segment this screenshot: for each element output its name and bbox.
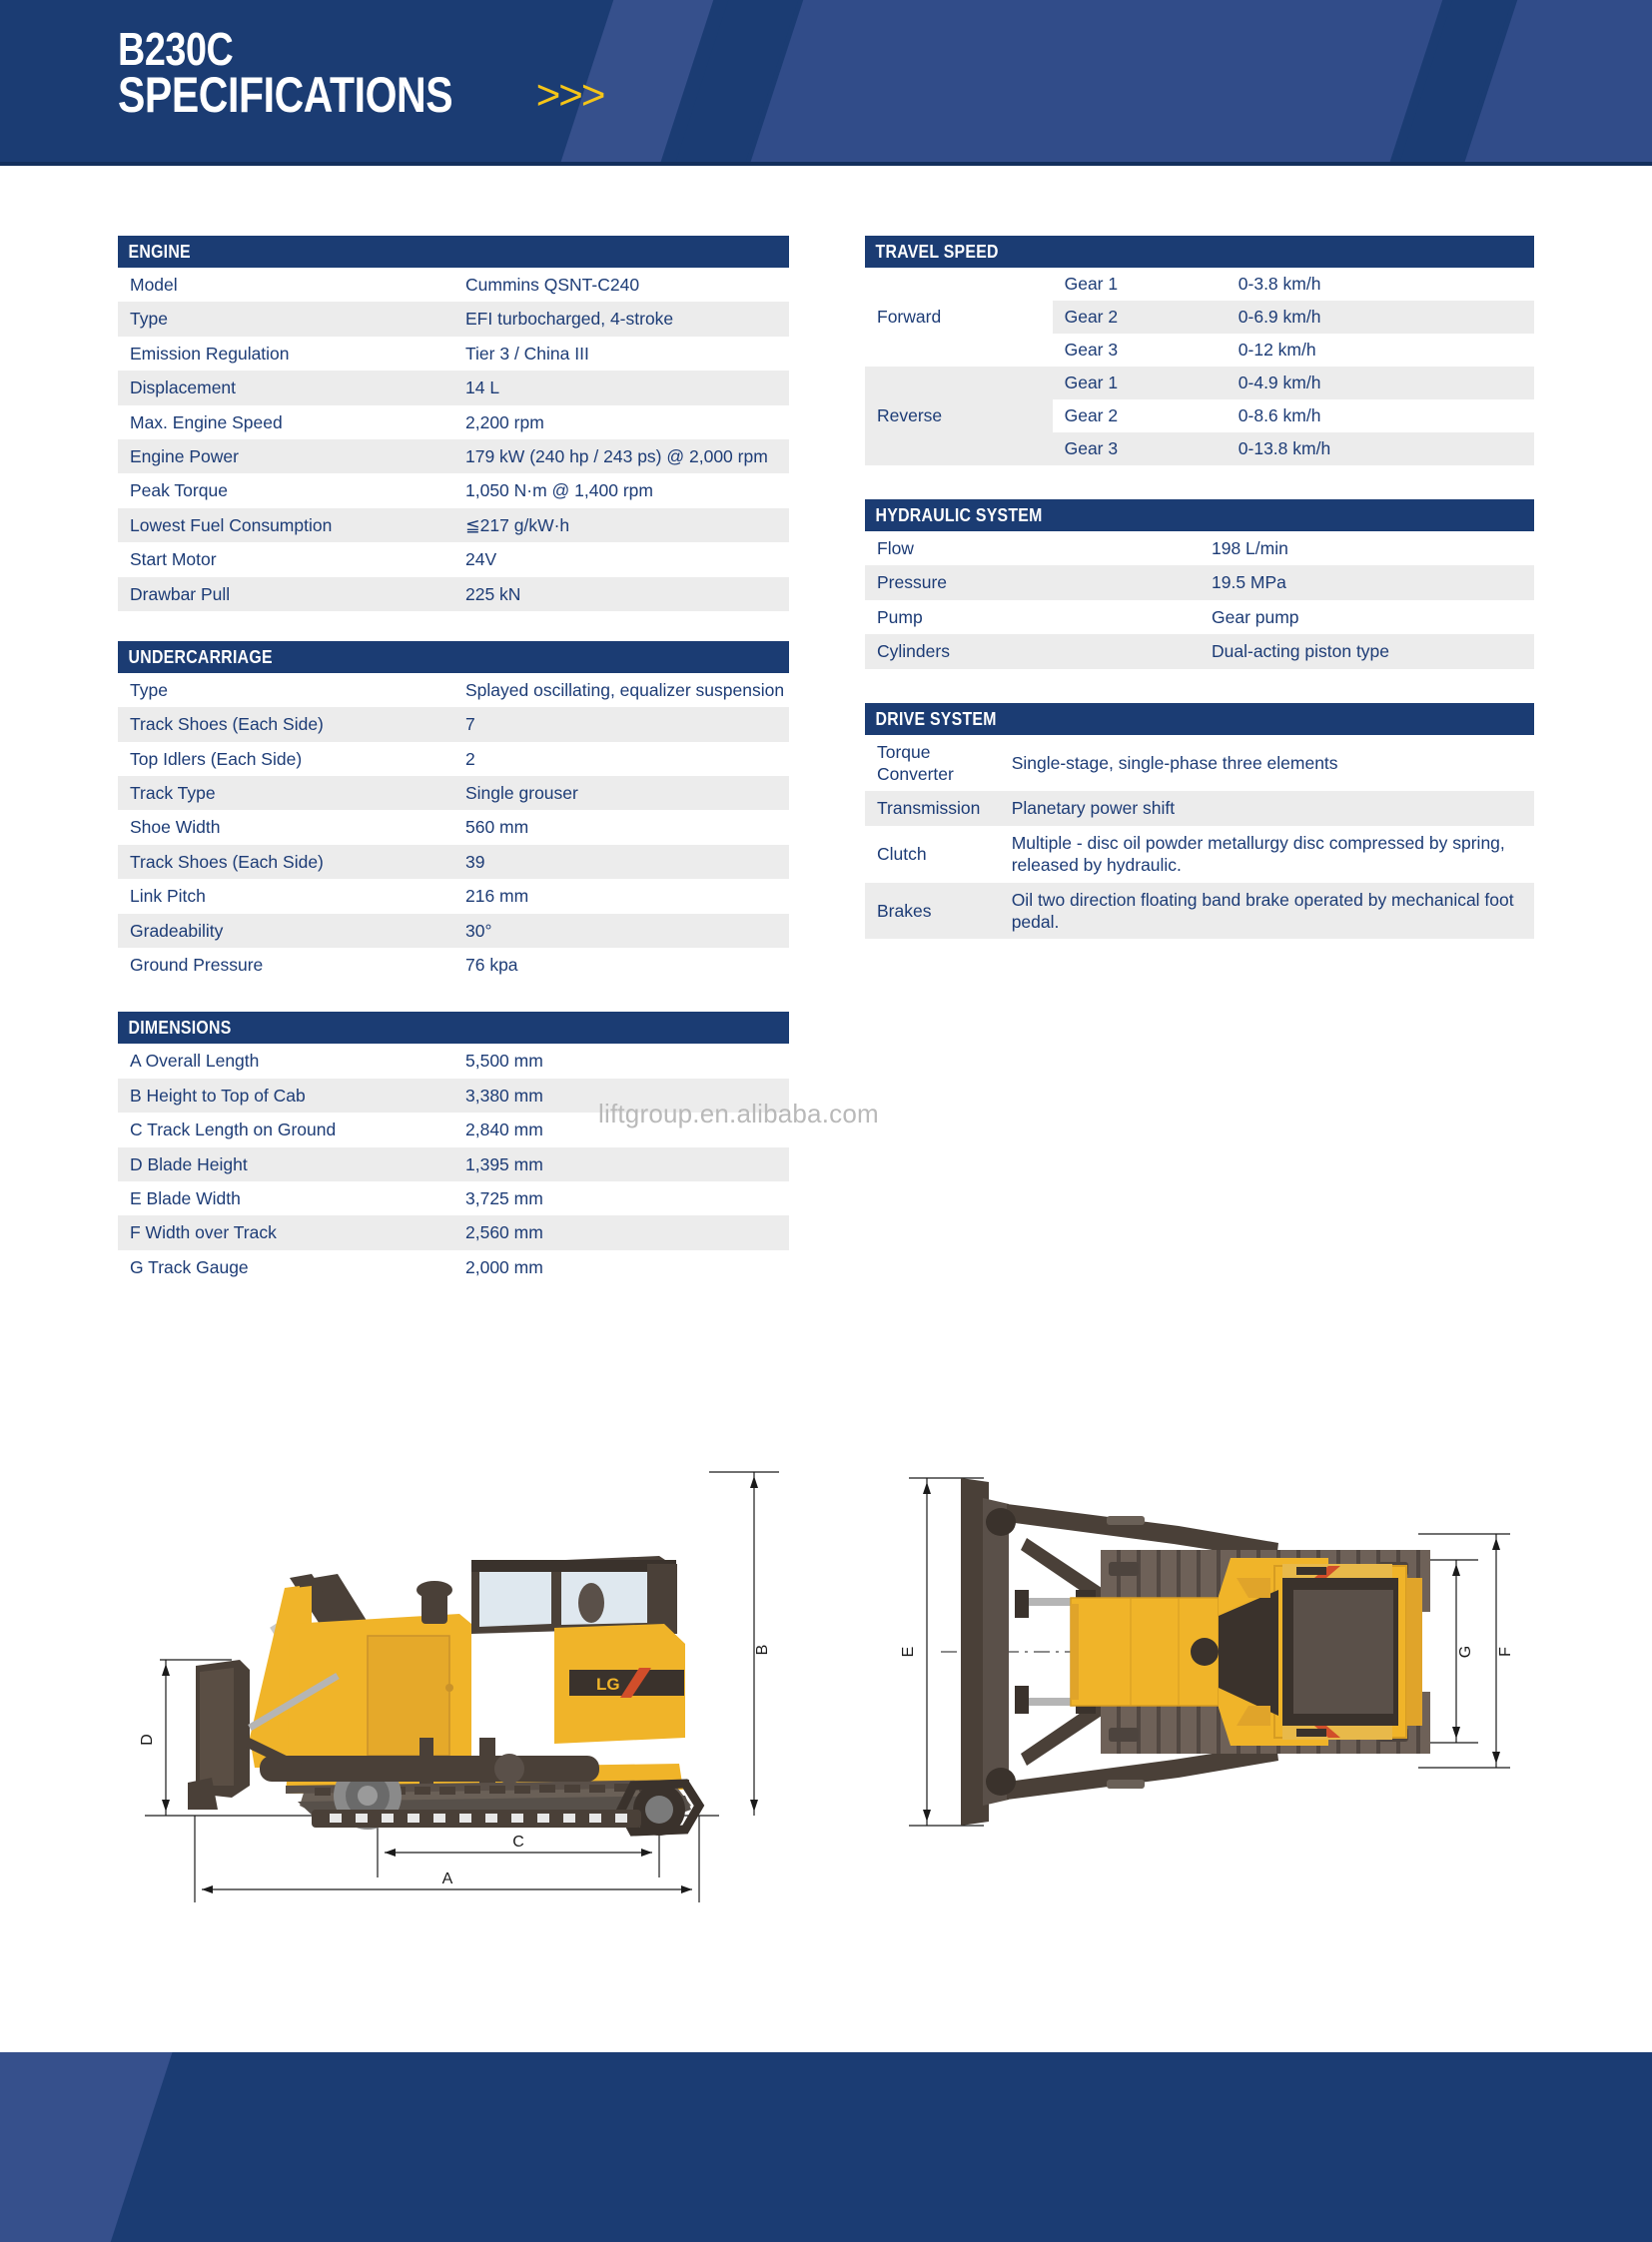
row-value: Tier 3 / China III	[453, 337, 789, 371]
row-value: Gear pump	[1200, 600, 1534, 634]
table-row	[118, 1181, 789, 1215]
table-row	[865, 268, 1534, 301]
table-row	[118, 1113, 789, 1146]
row-value: 2,000 mm	[453, 1250, 789, 1284]
drive-system-rows	[865, 735, 1534, 940]
table-row	[118, 268, 789, 302]
table-row	[118, 439, 789, 473]
table-row	[118, 742, 789, 776]
row-label: Track Shoes (Each Side)	[118, 707, 453, 741]
row-value: EFI turbocharged, 4-stroke	[453, 302, 789, 336]
dimension-label-e: E	[900, 1646, 917, 1658]
table-row	[118, 1079, 789, 1113]
row-value: Multiple - disc oil powder metallurgy disc compressed by spring, released by hydraulic.	[1006, 826, 1534, 883]
row-label: Top Idlers (Each Side)	[118, 742, 453, 776]
undercarriage-table-header	[118, 641, 789, 673]
table-row	[118, 371, 789, 404]
table-row	[118, 707, 789, 741]
dimensions-table-title: DIMENSIONS	[118, 1012, 789, 1044]
row-label: Gradeability	[118, 914, 453, 948]
table-row	[118, 810, 789, 844]
hydraulic-system-rows	[865, 531, 1534, 669]
machine-plan	[961, 1478, 1430, 1826]
row-label: Engine Power	[118, 439, 453, 473]
table-row	[118, 776, 789, 810]
gear-label: Gear 3	[1053, 334, 1227, 367]
table-row	[118, 879, 789, 913]
row-value: 198 L/min	[1200, 531, 1534, 565]
row-value: 2,200 rpm	[453, 405, 789, 439]
row-value: 14 L	[453, 371, 789, 404]
figures-area	[0, 1438, 1652, 1937]
travel-speed-table-title: TRAVEL SPEED	[865, 236, 1534, 268]
page-header	[0, 0, 1652, 166]
undercarriage-table-title: UNDERCARRIAGE	[118, 641, 789, 673]
row-value: 1,395 mm	[453, 1147, 789, 1181]
travel-speed-table	[865, 236, 1534, 465]
page-title	[118, 23, 604, 124]
dimension-label-f: F	[1497, 1647, 1514, 1657]
dimension-label-b: B	[754, 1644, 771, 1656]
table-row	[865, 367, 1534, 399]
table-row	[865, 735, 1534, 792]
row-label: Flow	[865, 531, 1200, 565]
row-value: Oil two direction floating band brake operated by mechanical foot pedal.	[1006, 883, 1534, 940]
row-value: 3,725 mm	[453, 1181, 789, 1215]
row-value: 30°	[453, 914, 789, 948]
table-row	[865, 826, 1534, 883]
row-label: Transmission	[865, 791, 1006, 825]
dimension-label-a: A	[441, 1870, 453, 1887]
row-label: C Track Length on Ground	[118, 1113, 453, 1146]
chevron-right-icon: >>>	[535, 70, 604, 118]
bulldozer-side-view	[100, 1438, 799, 1927]
specifications-heading: SPECIFICATIONS	[118, 67, 453, 124]
table-row	[118, 914, 789, 948]
engine-rows	[118, 268, 789, 611]
travel-speed-table-header	[865, 236, 1534, 268]
row-label: E Blade Width	[118, 1181, 453, 1215]
machine-body	[188, 1556, 699, 1836]
row-value: 1,050 N·m @ 1,400 rpm	[453, 473, 789, 507]
row-value: 2	[453, 742, 789, 776]
gear-label: Gear 2	[1053, 399, 1227, 432]
row-value: 225 kN	[453, 577, 789, 611]
row-label: F Width over Track	[118, 1215, 453, 1249]
gear-label: Gear 1	[1053, 367, 1227, 399]
table-row	[865, 883, 1534, 940]
table-row	[118, 1044, 789, 1078]
row-value: Single grouser	[453, 776, 789, 810]
row-label: Pressure	[865, 565, 1200, 599]
gear-speed-value: 0-4.9 km/h	[1227, 367, 1534, 399]
gear-speed-value: 0-6.9 km/h	[1227, 301, 1534, 334]
hydraulic-system-table	[865, 499, 1534, 669]
row-value: 19.5 MPa	[1200, 565, 1534, 599]
undercarriage-rows	[118, 673, 789, 983]
watermark: liftgroup.en.alibaba.com	[598, 1099, 879, 1128]
table-row	[118, 1147, 789, 1181]
gear-speed-value: 0-8.6 km/h	[1227, 399, 1534, 432]
gear-speed-value: 0-12 km/h	[1227, 334, 1534, 367]
gear-label: Gear 2	[1053, 301, 1227, 334]
row-label: Displacement	[118, 371, 453, 404]
row-value: Dual-acting piston type	[1200, 634, 1534, 668]
table-row	[118, 1215, 789, 1249]
row-label: Type	[118, 302, 453, 336]
row-label: Peak Torque	[118, 473, 453, 507]
brand-logo-icon: LG	[596, 1675, 620, 1694]
row-label: Type	[118, 673, 453, 707]
page-footer	[0, 2052, 1652, 2242]
dimensions-table	[118, 1012, 789, 1284]
dimension-label-c: C	[512, 1834, 524, 1851]
gear-speed-value: 0-13.8 km/h	[1227, 432, 1534, 465]
row-label: Cylinders	[865, 634, 1200, 668]
row-value: Single-stage, single-phase three elements	[1006, 735, 1534, 792]
table-row	[118, 577, 789, 611]
row-label: Clutch	[865, 826, 1006, 883]
row-value: ≦217 g/kW·h	[453, 508, 789, 542]
row-value: Planetary power shift	[1006, 791, 1534, 825]
row-value: 2,560 mm	[453, 1215, 789, 1249]
header-divider	[0, 162, 1652, 166]
table-row	[118, 337, 789, 371]
table-row	[118, 508, 789, 542]
table-row	[118, 1250, 789, 1284]
row-value: Splayed oscillating, equalizer suspension	[453, 673, 789, 707]
row-label: Track Shoes (Each Side)	[118, 845, 453, 879]
drive-system-table-header	[865, 703, 1534, 735]
row-label: Track Type	[118, 776, 453, 810]
travel-speed-rows	[865, 268, 1534, 465]
table-row	[118, 673, 789, 707]
engine-table-header	[118, 236, 789, 268]
gear-label: Gear 1	[1053, 268, 1227, 301]
undercarriage-table	[118, 641, 789, 983]
row-label: A Overall Length	[118, 1044, 453, 1078]
table-row	[865, 791, 1534, 825]
row-label: Link Pitch	[118, 879, 453, 913]
table-row	[118, 405, 789, 439]
drive-system-table	[865, 703, 1534, 940]
row-label: Pump	[865, 600, 1200, 634]
dimensions-table-header	[118, 1012, 789, 1044]
row-label: Drawbar Pull	[118, 577, 453, 611]
row-label: Lowest Fuel Consumption	[118, 508, 453, 542]
table-row	[118, 302, 789, 336]
travel-direction-label: Forward	[865, 268, 1053, 367]
model-name: B230C	[118, 23, 234, 75]
row-value: 2,840 mm	[453, 1113, 789, 1146]
row-value: 76 kpa	[453, 948, 789, 982]
header-stripe-3	[732, 0, 1455, 166]
dimension-label-d: D	[139, 1734, 156, 1746]
drive-system-table-title: DRIVE SYSTEM	[865, 703, 1534, 735]
row-label: D Blade Height	[118, 1147, 453, 1181]
table-row	[865, 634, 1534, 668]
gear-speed-value: 0-3.8 km/h	[1227, 268, 1534, 301]
row-value: 5,500 mm	[453, 1044, 789, 1078]
row-value: 3,380 mm	[453, 1079, 789, 1113]
row-label: Brakes	[865, 883, 1006, 940]
row-label: Emission Regulation	[118, 337, 453, 371]
row-value: 560 mm	[453, 810, 789, 844]
row-value: 7	[453, 707, 789, 741]
row-label: G Track Gauge	[118, 1250, 453, 1284]
dimensions-rows	[118, 1044, 789, 1284]
table-row	[118, 845, 789, 879]
row-value: 179 kW (240 hp / 243 ps) @ 2,000 rpm	[453, 439, 789, 473]
row-label: Model	[118, 268, 453, 302]
row-label: Torque Converter	[865, 735, 1006, 792]
row-value: 216 mm	[453, 879, 789, 913]
bulldozer-top-view	[879, 1438, 1518, 1887]
row-value: 39	[453, 845, 789, 879]
table-row	[865, 565, 1534, 599]
dimension-label-g: G	[1457, 1645, 1474, 1659]
hydraulic-system-table-header	[865, 499, 1534, 531]
travel-direction-label: Reverse	[865, 367, 1053, 465]
row-label: Ground Pressure	[118, 948, 453, 982]
row-label: Max. Engine Speed	[118, 405, 453, 439]
engine-table	[118, 236, 789, 611]
table-row	[865, 600, 1534, 634]
row-value: Cummins QSNT-C240	[453, 268, 789, 302]
row-value: 24V	[453, 542, 789, 576]
table-row	[118, 542, 789, 576]
hydraulic-system-table-title: HYDRAULIC SYSTEM	[865, 499, 1534, 531]
row-label: B Height to Top of Cab	[118, 1079, 453, 1113]
footer-stripe-1	[0, 2052, 185, 2242]
table-row	[865, 531, 1534, 565]
gear-label: Gear 3	[1053, 432, 1227, 465]
table-row	[118, 948, 789, 982]
engine-table-title: ENGINE	[118, 236, 789, 268]
row-label: Start Motor	[118, 542, 453, 576]
row-label: Shoe Width	[118, 810, 453, 844]
table-row	[118, 473, 789, 507]
